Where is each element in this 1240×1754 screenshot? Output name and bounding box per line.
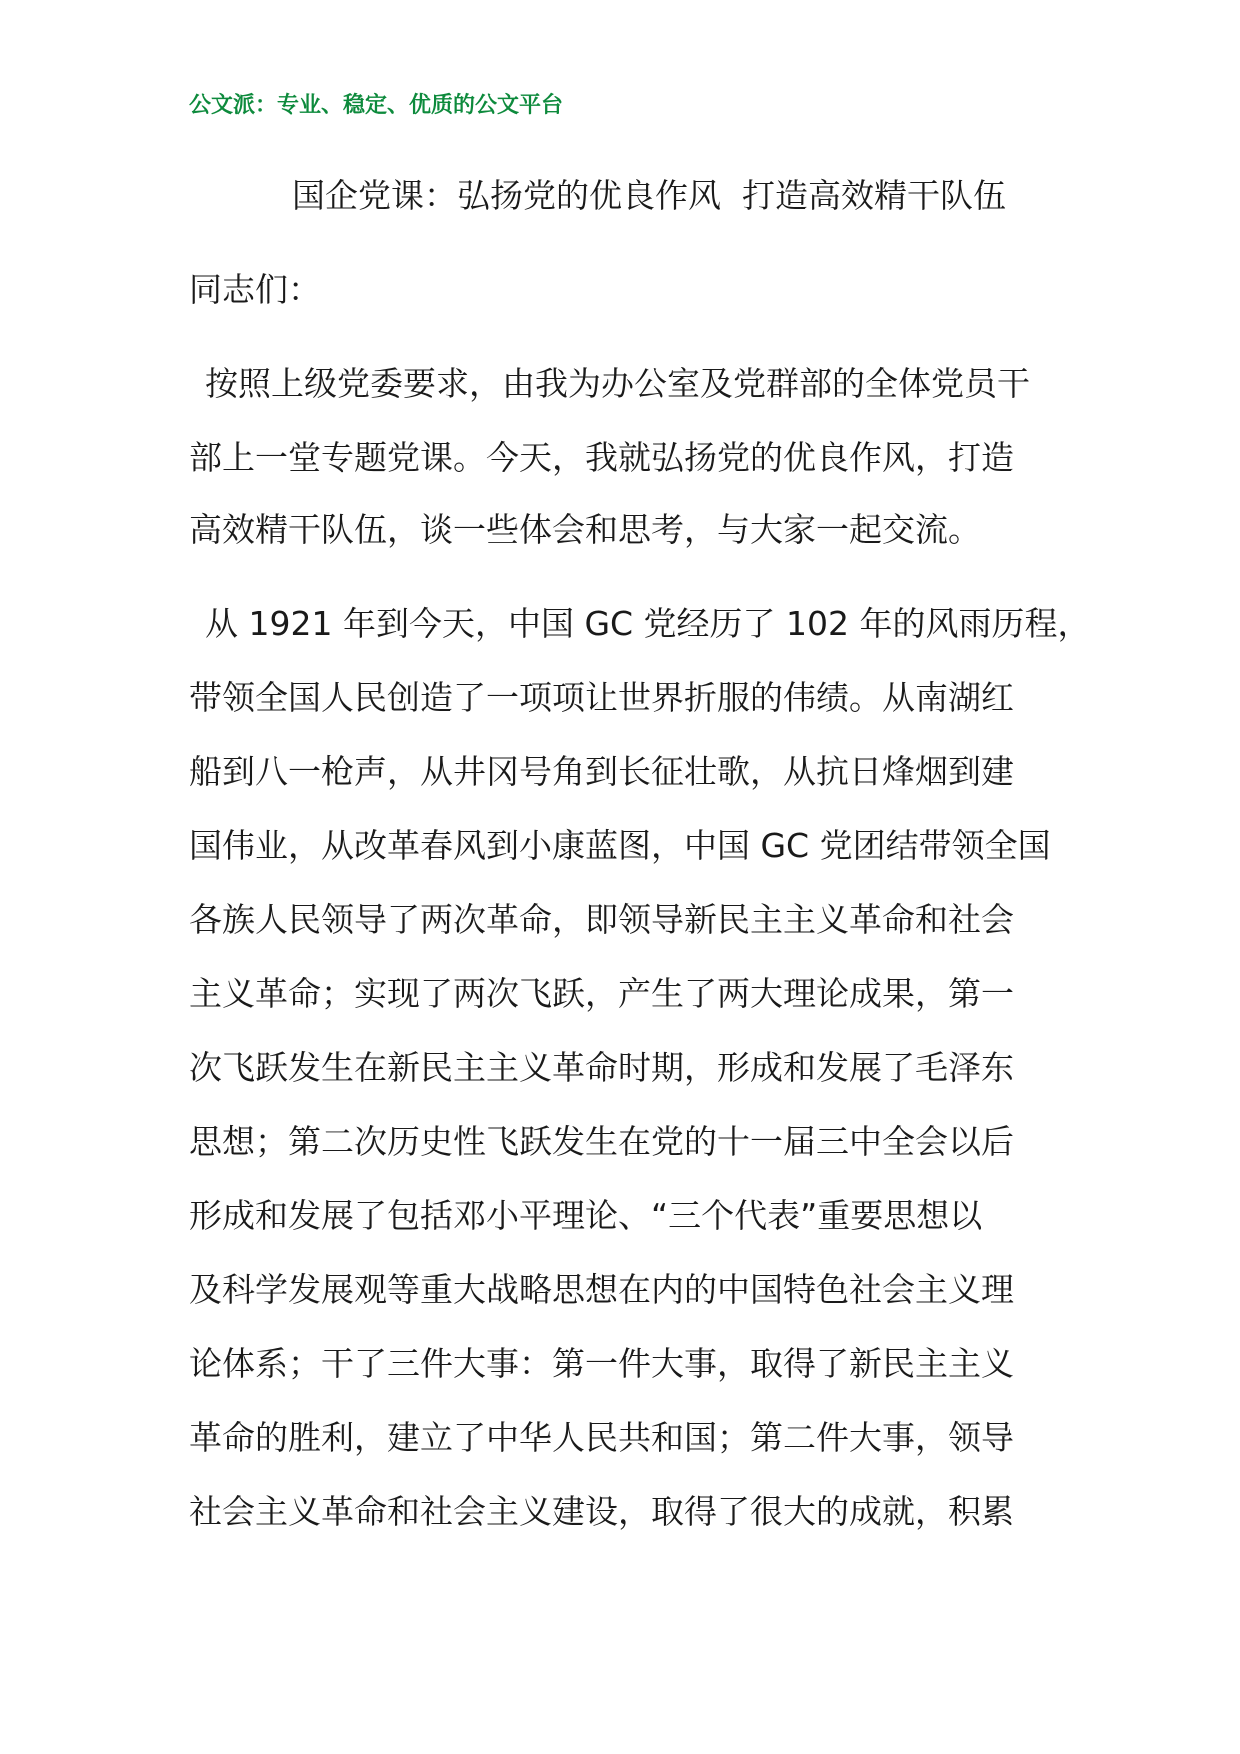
salutation: 同志们： <box>189 270 321 309</box>
paragraph-line: 及科学发展观等重大战略思想在内的中国特色社会主义理 <box>189 1270 1014 1309</box>
paragraph-line: 思想；第二次历史性飞跃发生在党的十一届三中全会以后 <box>189 1122 1014 1161</box>
paragraph-line: 带领全国人民创造了一项项让世界折服的伟绩。从南湖红 <box>189 678 1014 717</box>
paragraph-line: 从 1921 年到今天，中国 GC 党经历了 102 年的风雨历程， <box>205 604 1091 643</box>
document-title: 国企党课：弘扬党的优良作风 打造高效精干队伍 <box>292 176 1006 215</box>
paragraph-line: 各族人民领导了两次革命，即领导新民主主义革命和社会 <box>189 900 1014 939</box>
paragraph-line: 论体系；干了三件大事：第一件大事，取得了新民主主义 <box>189 1344 1014 1383</box>
paragraph-line: 部上一堂专题党课。今天，我就弘扬党的优良作风，打造 <box>189 438 1014 477</box>
site-banner: 公文派：专业、稳定、优质的公文平台 <box>189 93 564 118</box>
paragraph-line: 社会主义革命和社会主义建设，取得了很大的成就，积累 <box>189 1492 1014 1531</box>
paragraph-line: 船到八一枪声，从井冈号角到长征壮歌，从抗日烽烟到建 <box>189 752 1014 791</box>
paragraph-line: 革命的胜利，建立了中华人民共和国；第二件大事，领导 <box>189 1418 1014 1457</box>
paragraph-line: 国伟业，从改革春风到小康蓝图，中国 GC 党团结带领全国 <box>189 826 1051 865</box>
paragraph-line: 形成和发展了包括邓小平理论、“三个代表”重要思想以 <box>189 1196 983 1235</box>
paragraph-line: 高效精干队伍，谈一些体会和思考，与大家一起交流。 <box>189 510 981 549</box>
paragraph-line: 主义革命；实现了两次飞跃，产生了两大理论成果，第一 <box>189 974 1014 1013</box>
paragraph-line: 次飞跃发生在新民主主义革命时期，形成和发展了毛泽东 <box>189 1048 1014 1087</box>
paragraph-line: 按照上级党委要求，由我为办公室及党群部的全体党员干 <box>205 364 1030 403</box>
